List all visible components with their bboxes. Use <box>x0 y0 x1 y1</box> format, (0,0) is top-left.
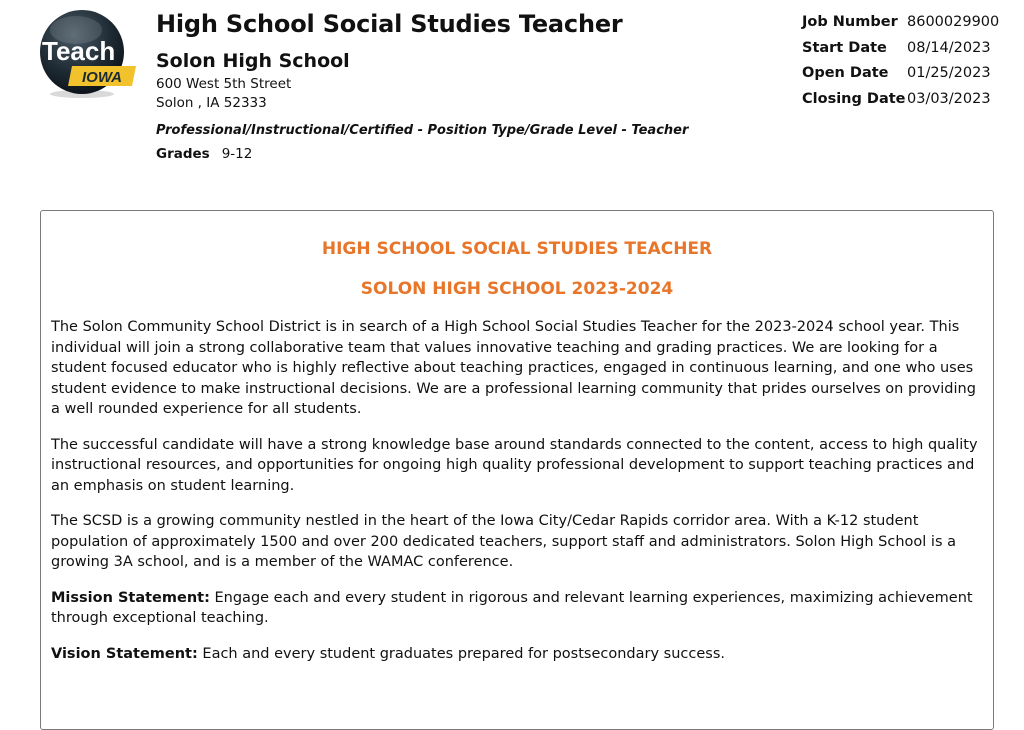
job-description-panel <box>40 210 994 730</box>
closing-date-row <box>802 87 999 113</box>
start-date-row <box>802 36 999 62</box>
school-name: Solon High School <box>156 50 350 72</box>
job-meta <box>802 10 999 112</box>
mission-statement <box>51 588 986 629</box>
description-heading: HIGH SCHOOL SOCIAL STUDIES TEACHER <box>321 239 713 259</box>
open-date-label: Open Date <box>802 65 889 81</box>
start-date-value: 08/14/2023 <box>907 39 991 56</box>
address-line-1: 600 West 5th Street <box>156 76 292 92</box>
closing-date-label: Closing Date <box>802 90 906 107</box>
open-date-row <box>802 61 999 87</box>
grades-value: 9-12 <box>221 146 253 162</box>
description-paragraph-2: The successful candidate will have a strong knowledge base around standards connected to the content, access to high quality instructional resources, and opportunities for ongoing high quality professional development to support teaching practices and an emphasis on student learning. <box>51 436 978 494</box>
job-title: High School Social Studies Teacher <box>156 10 623 38</box>
vision-text: Each and every student graduates prepared for postsecondary success. <box>197 645 726 662</box>
address-line-2: Solon , IA 52333 <box>156 95 267 111</box>
logo-teach-text: Teach <box>42 36 116 66</box>
mission-text: Engage each and every student in rigorous and relevant learning experiences, maximizing achievement through exceptional teaching. <box>51 589 973 626</box>
closing-date-value: 03/03/2023 <box>907 90 991 107</box>
job-number-row <box>802 10 999 36</box>
description-subheading: SOLON HIGH SCHOOL 2023-2024 <box>360 279 674 299</box>
start-date-label: Start Date <box>802 39 887 56</box>
vision-statement <box>51 644 986 665</box>
description-paragraph-3: The SCSD is a growing community nestled in the heart of the Iowa City/Cedar Rapids corridor area. With a K-12 student population of approximately 1500 and over 200 dedicated teachers, support staff and administrators. Solon High School is a growing 3A school, and is a member of the WAMAC conference. <box>51 513 956 570</box>
mission-label: Mission Statement: <box>51 589 210 606</box>
description-body <box>51 317 986 679</box>
logo-iowa-text: IOWA <box>82 69 122 86</box>
description-paragraph-1: The Solon Community School District is in search of a High School Social Studies Teacher for the 2023-2024 school year. This individual will join a strong collaborative team that values innovative teaching and grading practices. We are looking for a student focused educator who is highly reflective about teaching practices, engaged in continuous learning, and one who uses student evidence to make instructional decisions. We are a professional learning community that prides ourselves on providing a well rounded experience for all students. <box>51 319 976 417</box>
teach-iowa-logo <box>38 8 138 100</box>
grades-label: Grades <box>156 146 210 162</box>
vision-label: Vision Statement: <box>51 645 198 662</box>
open-date-value: 01/25/2023 <box>907 65 991 81</box>
grades-row <box>156 146 252 162</box>
job-number-value: 8600029900 <box>907 14 1000 30</box>
position-category: Professional/Instructional/Certified - Position Type/Grade Level - Teacher <box>156 123 689 138</box>
job-number-label: Job Number <box>802 14 898 30</box>
